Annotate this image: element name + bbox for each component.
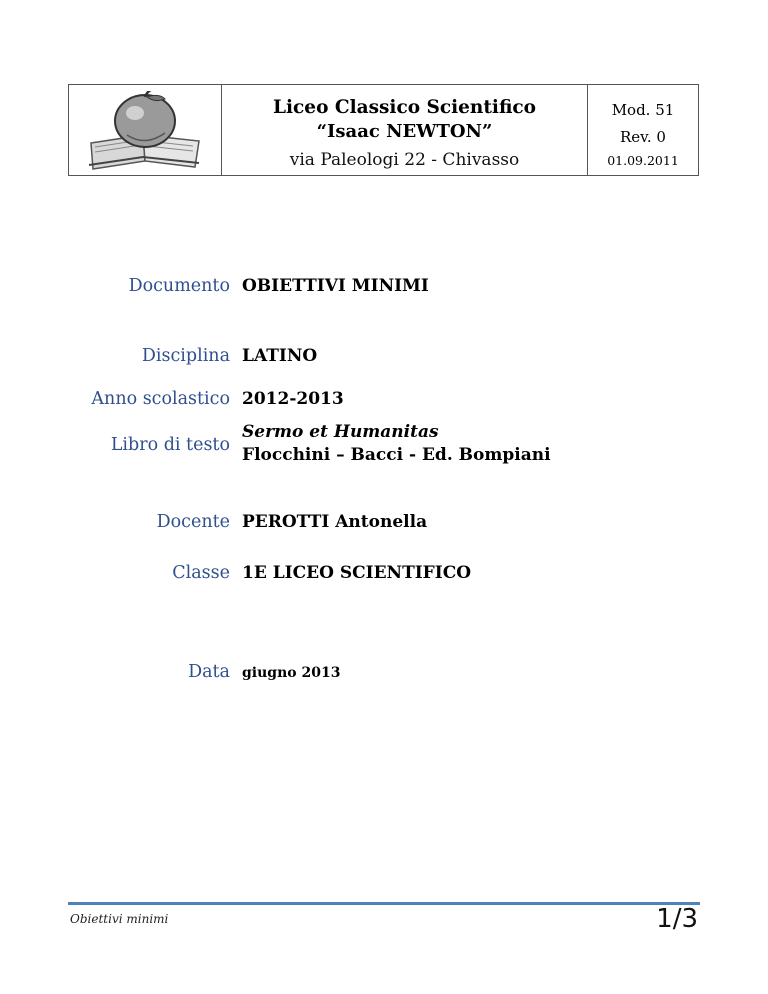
libro-authors: Flocchini – Bacci - Ed. Bompiani xyxy=(242,445,551,465)
apple-on-book-icon xyxy=(83,91,209,171)
module-number: Mod. 51 xyxy=(611,101,675,119)
data-label: Data xyxy=(188,662,230,682)
documento-value: OBIETTIVI MINIMI xyxy=(242,276,429,296)
docente-value: PEROTTI Antonella xyxy=(242,512,428,532)
footer-document-name: Obiettivi minimi xyxy=(70,912,169,926)
libro-title: Sermo et Humanitas xyxy=(242,422,439,442)
revision-number: Rev. 0 xyxy=(620,128,666,146)
disciplina-label: Disciplina xyxy=(141,346,230,366)
docente-label: Docente xyxy=(156,512,230,532)
libro-label: Libro di testo xyxy=(110,435,230,455)
school-cell xyxy=(222,85,588,175)
anno-label: Anno scolastico xyxy=(91,389,230,409)
disciplina-value: LATINO xyxy=(242,346,318,366)
documento-label: Documento xyxy=(128,276,230,296)
data-value: giugno 2013 xyxy=(242,665,341,681)
school-subtitle: “Isaac NEWTON” xyxy=(316,121,493,142)
school-name: Liceo Classico Scientifico xyxy=(273,97,536,118)
revision-date: 01.09.2011 xyxy=(607,153,679,168)
anno-value: 2012-2013 xyxy=(242,389,344,409)
header-table xyxy=(68,84,699,176)
page-number: 1/3 xyxy=(656,904,698,934)
revision-cell xyxy=(588,85,698,175)
school-address: via Paleologi 22 - Chivasso xyxy=(289,150,520,170)
footer-rule xyxy=(68,902,700,905)
classe-value: 1E LICEO SCIENTIFICO xyxy=(242,563,472,583)
logo-cell xyxy=(69,85,222,175)
classe-label: Classe xyxy=(172,563,230,583)
